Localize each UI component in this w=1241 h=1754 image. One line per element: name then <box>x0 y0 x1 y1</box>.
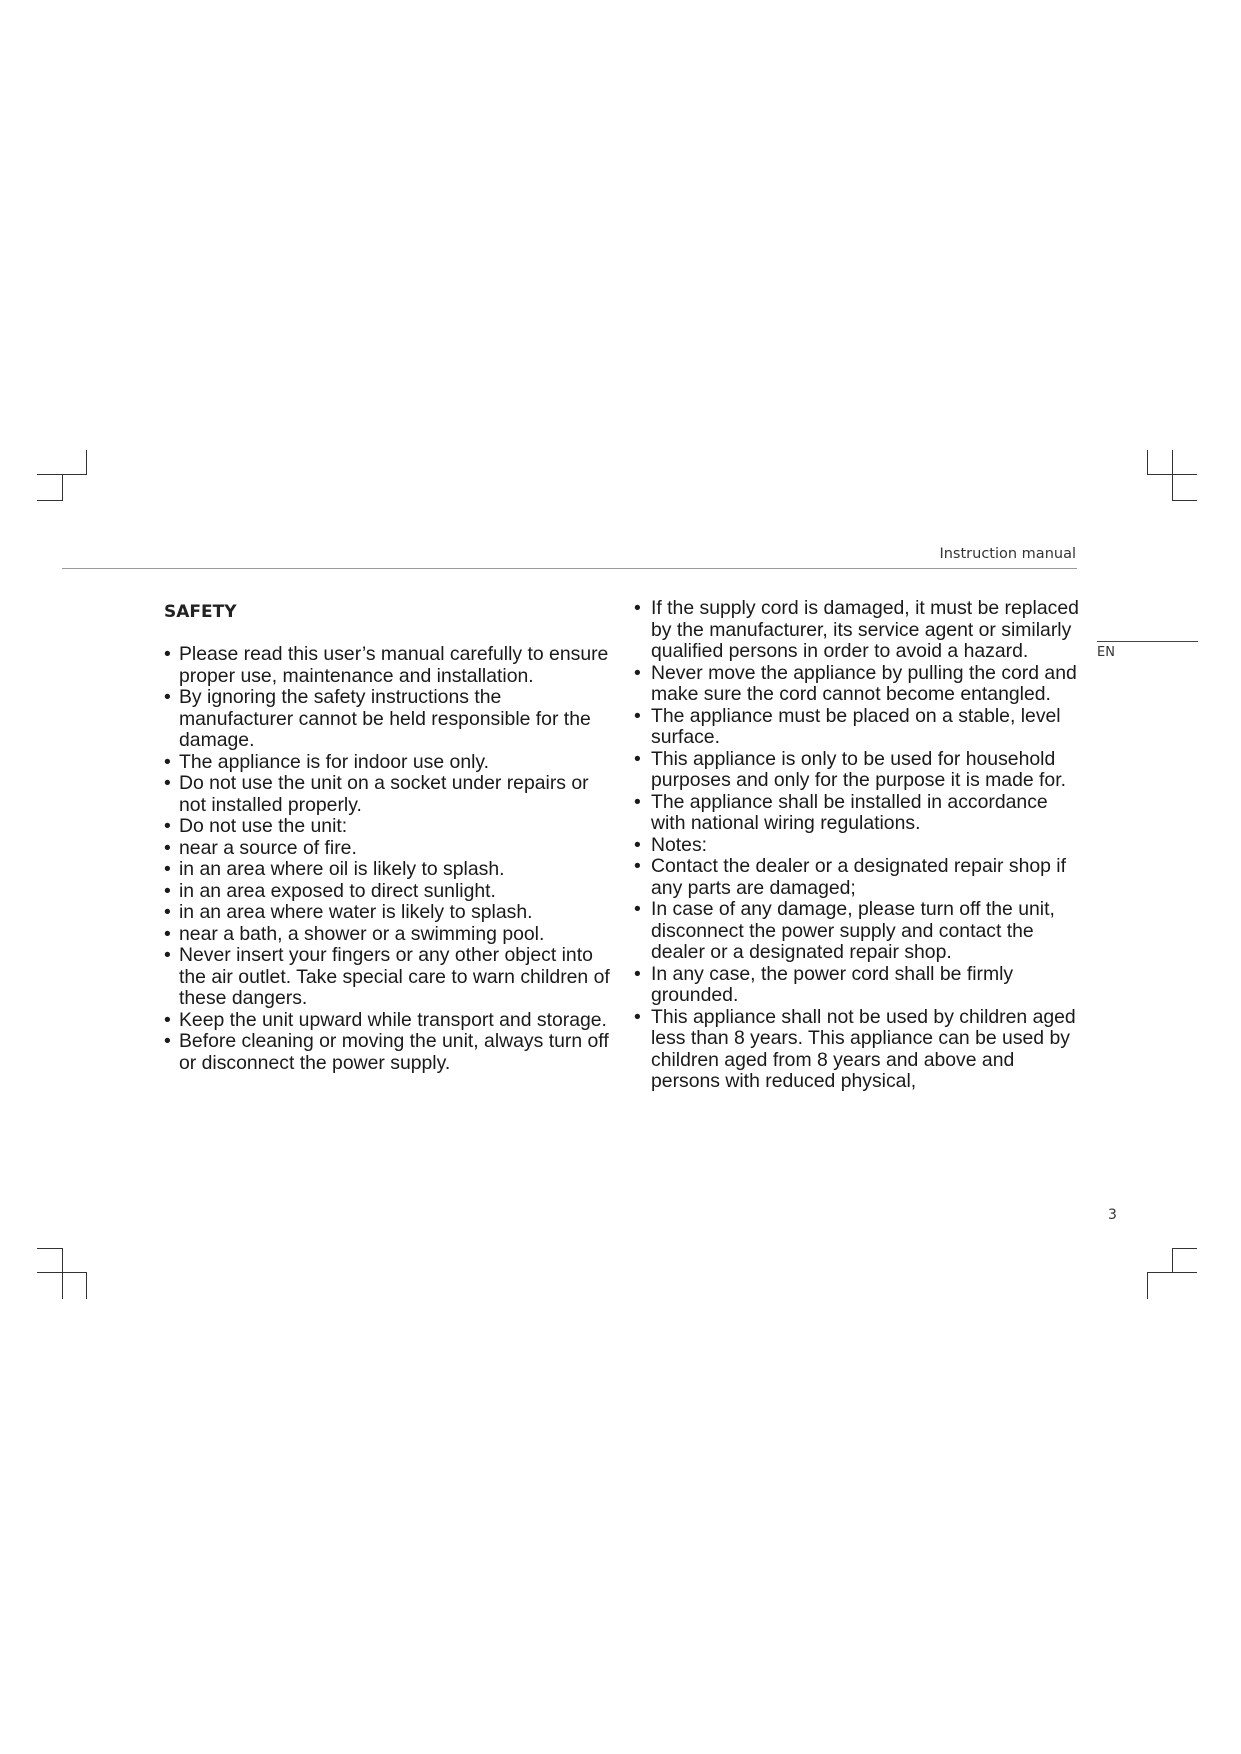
list-item: • The appliance must be placed on a stable, level surface. <box>634 706 1084 749</box>
list-item: • in an area where water is likely to splash. <box>164 902 614 924</box>
header-title: Instruction manual <box>939 546 1076 562</box>
list-item: • The appliance shall be installed in accordance with national wiring regulations. <box>634 792 1084 835</box>
list-item: • Never move the appliance by pulling the cord and make sure the cord cannot become entangled. <box>634 663 1084 706</box>
page-number: 3 <box>1108 1207 1117 1223</box>
list-item: • This appliance is only to be used for household purposes and only for the purpose it is made for. <box>634 749 1084 792</box>
list-item: • This appliance shall not be used by children aged less than 8 years. This appliance can be used by children aged from 8 years and above and persons with reduced physical, <box>634 1007 1084 1093</box>
right-column-list <box>634 598 1084 1093</box>
list-item: • Do not use the unit: <box>164 816 614 838</box>
list-item: • In case of any damage, please turn off the unit, disconnect the power supply and contact the dealer or a designated repair shop. <box>634 899 1084 964</box>
list-item: • Before cleaning or moving the unit, always turn off or disconnect the power supply. <box>164 1031 614 1074</box>
list-item: • Never insert your fingers or any other object into the air outlet. Take special care to warn children of these dangers. <box>164 945 614 1010</box>
section-title: SAFETY <box>164 602 237 622</box>
list-item: • in an area where oil is likely to splash. <box>164 859 614 881</box>
list-item: • If the supply cord is damaged, it must be replaced by the manufacturer, its service agent or similarly qualified persons in order to avoid a hazard. <box>634 598 1084 663</box>
list-item: • Contact the dealer or a designated repair shop if any parts are damaged; <box>634 856 1084 899</box>
list-item: • By ignoring the safety instructions the manufacturer cannot be held responsible for the damage. <box>164 687 614 752</box>
list-item: • Do not use the unit on a socket under repairs or not installed properly. <box>164 773 614 816</box>
list-item: • In any case, the power cord shall be firmly grounded. <box>634 964 1084 1007</box>
list-item: • The appliance is for indoor use only. <box>164 752 614 774</box>
header-divider <box>62 568 1077 569</box>
list-item: • near a bath, a shower or a swimming pool. <box>164 924 614 946</box>
list-item: • near a source of fire. <box>164 838 614 860</box>
left-column-list <box>164 644 614 1074</box>
list-item: • in an area exposed to direct sunlight. <box>164 881 614 903</box>
language-tag: EN <box>1097 645 1115 660</box>
list-item: • Keep the unit upward while transport and storage. <box>164 1010 614 1032</box>
list-item: • Please read this user’s manual carefully to ensure proper use, maintenance and installation. <box>164 644 614 687</box>
list-item: • Notes: <box>634 835 1084 857</box>
language-divider <box>1097 641 1198 642</box>
